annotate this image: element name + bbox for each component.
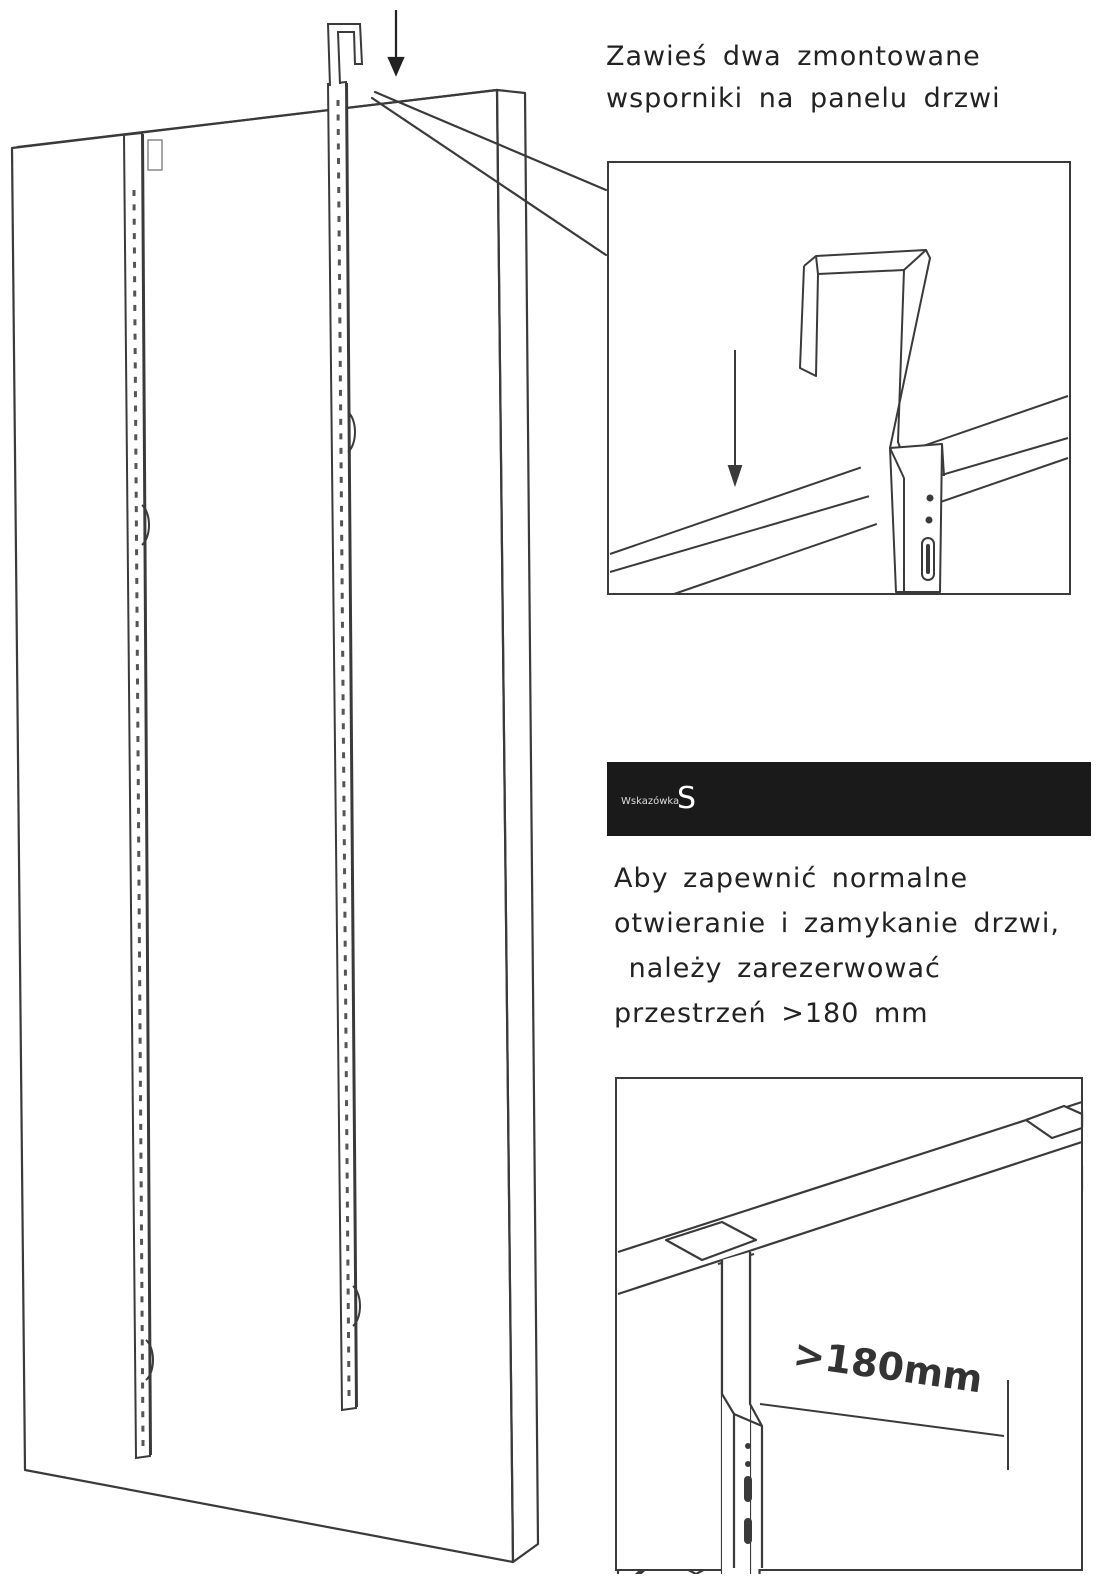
bracket-slot bbox=[136, 664, 139, 670]
bracket-slot bbox=[347, 1318, 350, 1324]
bracket-slot bbox=[341, 636, 344, 642]
bracket-slot bbox=[133, 219, 136, 225]
bracket-slot bbox=[133, 305, 136, 311]
bracket-slot bbox=[133, 204, 136, 210]
bracket-slot bbox=[337, 187, 340, 193]
bracket-slot bbox=[136, 621, 139, 627]
bracket-slot bbox=[139, 1124, 142, 1130]
bracket-slot bbox=[344, 970, 347, 976]
bracket-slot bbox=[337, 201, 340, 207]
bracket-slot bbox=[134, 334, 137, 340]
bracket-slot bbox=[139, 1138, 142, 1144]
bracket-slot bbox=[138, 923, 141, 929]
clearance-caption-line-3: należy zarezerwować bbox=[614, 953, 941, 984]
bracket-slot bbox=[343, 839, 346, 845]
door-edge bbox=[497, 90, 538, 1562]
bracket-slot bbox=[342, 752, 345, 758]
bracket-slot bbox=[136, 679, 139, 685]
bracket-slot bbox=[141, 1325, 144, 1331]
top-hook bbox=[328, 24, 362, 86]
bracket-slot bbox=[137, 779, 140, 785]
left-bracket bbox=[124, 133, 162, 1458]
bracket-slot bbox=[136, 707, 139, 713]
bracket-slot bbox=[141, 1368, 144, 1374]
bracket-slot bbox=[140, 1239, 143, 1245]
bracket-slot bbox=[134, 434, 137, 440]
bracket-slot bbox=[339, 346, 342, 352]
bracket-slot bbox=[344, 1013, 347, 1019]
bracket-slot bbox=[138, 966, 141, 972]
bracket-slot bbox=[345, 1144, 348, 1150]
bracket-slot bbox=[345, 1129, 348, 1135]
bracket-slot bbox=[135, 506, 138, 512]
bracket-slot bbox=[341, 593, 344, 599]
bracket-slot bbox=[338, 303, 341, 309]
bracket-slot bbox=[133, 262, 136, 268]
bracket-slot bbox=[135, 520, 138, 526]
clearance-caption bbox=[614, 856, 1060, 1036]
bracket-slot bbox=[338, 332, 341, 338]
bracket-slot bbox=[134, 406, 137, 412]
bracket-slot bbox=[140, 1181, 143, 1187]
bracket-slot bbox=[135, 535, 138, 541]
bracket-slot bbox=[139, 1110, 142, 1116]
bracket-slot bbox=[134, 362, 137, 368]
bracket-slot bbox=[345, 1100, 348, 1106]
bracket-slot bbox=[337, 216, 340, 222]
clearance-detail-overlay bbox=[612, 1074, 1088, 1574]
bracket-slot bbox=[345, 1071, 348, 1077]
bracket-slot bbox=[343, 883, 346, 889]
bracket-slot bbox=[338, 274, 341, 280]
bracket-slot bbox=[346, 1260, 349, 1266]
tip-letter: S bbox=[677, 781, 697, 816]
bracket-slot bbox=[137, 808, 140, 814]
bracket-slot bbox=[348, 1390, 351, 1396]
bracket-slot bbox=[341, 680, 344, 686]
bracket-slot bbox=[337, 129, 340, 135]
bracket-slot bbox=[139, 1081, 142, 1087]
bracket-slot bbox=[337, 158, 340, 164]
bracket-slot bbox=[347, 1376, 350, 1382]
bracket-slot bbox=[138, 980, 141, 986]
bracket-slot bbox=[136, 650, 139, 656]
clearance-caption-line-4: przestrzeń >180 mm bbox=[614, 998, 929, 1029]
bracket-slot bbox=[341, 665, 344, 671]
bracket-slot bbox=[340, 549, 343, 555]
bracket-slot bbox=[140, 1268, 143, 1274]
bracket-slot bbox=[139, 1095, 142, 1101]
bracket-slot bbox=[342, 709, 345, 715]
bracket-slot bbox=[340, 564, 343, 570]
bracket-slot bbox=[139, 1052, 142, 1058]
bracket-slot bbox=[133, 190, 136, 196]
bracket-slot bbox=[346, 1216, 349, 1222]
bracket-slot bbox=[347, 1361, 350, 1367]
bracket-slot bbox=[342, 767, 345, 773]
bracket-slot bbox=[346, 1245, 349, 1251]
bracket-slot bbox=[142, 1440, 145, 1446]
bracket-slot bbox=[339, 433, 342, 439]
bracket-slot bbox=[138, 937, 141, 943]
bracket-slot bbox=[141, 1383, 144, 1389]
bracket-slot bbox=[343, 868, 346, 874]
bracket-slot bbox=[136, 607, 139, 613]
bracket-slot bbox=[343, 854, 346, 860]
hang-brackets-caption bbox=[606, 36, 1001, 120]
bracket-slot bbox=[339, 375, 342, 381]
bracket-slot bbox=[343, 897, 346, 903]
bracket-slot bbox=[338, 245, 341, 251]
bracket-slot bbox=[345, 1042, 348, 1048]
bracket-slot bbox=[134, 420, 137, 426]
bracket-slot bbox=[134, 348, 137, 354]
bracket-slot bbox=[339, 419, 342, 425]
bracket-slot bbox=[140, 1224, 143, 1230]
bracket-slot bbox=[342, 796, 345, 802]
tip-label: Wskazówka bbox=[621, 796, 680, 807]
bracket-slot bbox=[137, 822, 140, 828]
bracket-slot bbox=[339, 404, 342, 410]
bracket-slot bbox=[135, 477, 138, 483]
bracket-slot bbox=[343, 825, 346, 831]
bracket-slot bbox=[133, 276, 136, 282]
bracket-slot bbox=[141, 1339, 144, 1345]
bracket-slot bbox=[346, 1202, 349, 1208]
bracket-slot bbox=[347, 1274, 350, 1280]
bracket-slot bbox=[136, 635, 139, 641]
bracket-slot bbox=[133, 319, 136, 325]
bracket-slot bbox=[337, 143, 340, 149]
bracket-slot bbox=[340, 477, 343, 483]
bracket-slot bbox=[133, 291, 136, 297]
bracket-slot bbox=[133, 247, 136, 253]
zoom-leader-lower bbox=[372, 98, 606, 255]
bracket-slot bbox=[339, 390, 342, 396]
bracket-slot bbox=[346, 1158, 349, 1164]
bracket-slot bbox=[137, 793, 140, 799]
bracket-slot bbox=[137, 837, 140, 843]
down-arrow-icon bbox=[389, 10, 403, 74]
bracket-slot bbox=[140, 1167, 143, 1173]
bracket-slot bbox=[347, 1347, 350, 1353]
bracket-slot bbox=[344, 1028, 347, 1034]
bracket-slot bbox=[347, 1332, 350, 1338]
bracket-slot bbox=[340, 491, 343, 497]
bracket-slot bbox=[340, 520, 343, 526]
dimension-label: >180mm bbox=[790, 1331, 986, 1402]
bracket-slot bbox=[135, 549, 138, 555]
bracket-slot bbox=[340, 506, 343, 512]
bracket-slot bbox=[135, 592, 138, 598]
bracket-slot bbox=[337, 114, 340, 120]
bracket-slot bbox=[344, 999, 347, 1005]
bracket-slot bbox=[134, 463, 137, 469]
bracket-slot bbox=[341, 622, 344, 628]
bracket-slot bbox=[137, 880, 140, 886]
bracket-slot bbox=[135, 564, 138, 570]
clearance-caption-line-2: otwieranie i zamykanie drzwi, bbox=[614, 908, 1060, 939]
bracket-slot bbox=[345, 1057, 348, 1063]
bracket-slot bbox=[141, 1397, 144, 1403]
bracket-slot bbox=[134, 449, 137, 455]
bracket-slot bbox=[140, 1253, 143, 1259]
bracket-slot bbox=[139, 1066, 142, 1072]
bracket-slot bbox=[137, 750, 140, 756]
bracket-slot bbox=[136, 693, 139, 699]
bracket-slot bbox=[338, 288, 341, 294]
bracket-slot bbox=[345, 1086, 348, 1092]
bracket-slot bbox=[134, 377, 137, 383]
bracket-slot bbox=[344, 941, 347, 947]
bracket-slot bbox=[344, 984, 347, 990]
bracket-slot bbox=[138, 1009, 141, 1015]
bracket-slot bbox=[133, 233, 136, 239]
bracket-slot bbox=[136, 722, 139, 728]
bracket-slot bbox=[337, 172, 340, 178]
bracket-slot bbox=[140, 1296, 143, 1302]
bracket-slot bbox=[135, 492, 138, 498]
bracket-slot bbox=[134, 391, 137, 397]
tip-banner bbox=[607, 762, 1091, 836]
bracket-slot bbox=[138, 908, 141, 914]
bracket-slot bbox=[342, 694, 345, 700]
bracket-slot bbox=[138, 951, 141, 957]
right-bracket bbox=[328, 24, 362, 1410]
bracket-slot bbox=[139, 1038, 142, 1044]
bracket-slot bbox=[338, 259, 341, 265]
bracket-slot bbox=[139, 1153, 142, 1159]
bracket-slot bbox=[346, 1173, 349, 1179]
bracket-slot bbox=[140, 1282, 143, 1288]
bracket-slot bbox=[141, 1411, 144, 1417]
bracket-slot bbox=[141, 1311, 144, 1317]
bracket-slot bbox=[138, 995, 141, 1001]
bracket-slot bbox=[141, 1354, 144, 1360]
bracket-slot bbox=[338, 317, 341, 323]
bracket-slot bbox=[342, 781, 345, 787]
zoom-leader-upper bbox=[375, 92, 606, 190]
bracket-slot bbox=[341, 651, 344, 657]
bracket-slot bbox=[137, 851, 140, 857]
bracket-slot bbox=[138, 894, 141, 900]
bracket-slot bbox=[341, 578, 344, 584]
bracket-slot bbox=[337, 100, 340, 106]
bracket-slot bbox=[137, 765, 140, 771]
bracket-slot bbox=[137, 865, 140, 871]
bracket-slot bbox=[346, 1187, 349, 1193]
bracket-slot bbox=[135, 578, 138, 584]
hang-caption-line-2: wsporniki na panelu drzwi bbox=[606, 83, 1001, 114]
bracket-slot bbox=[140, 1196, 143, 1202]
bracket-slot bbox=[339, 448, 342, 454]
bracket-slot bbox=[340, 535, 343, 541]
door-panel bbox=[12, 90, 513, 1562]
bracket-slot bbox=[347, 1303, 350, 1309]
bracket-slot bbox=[344, 955, 347, 961]
bracket-slot bbox=[343, 912, 346, 918]
bracket-slot bbox=[341, 607, 344, 613]
bracket-slot bbox=[140, 1210, 143, 1216]
bracket-slot bbox=[342, 738, 345, 744]
hang-caption-line-1: Zawieś dwa zmontowane bbox=[606, 41, 981, 72]
bracket-slot bbox=[343, 810, 346, 816]
bracket-slot bbox=[340, 462, 343, 468]
bracket-slot bbox=[342, 723, 345, 729]
bracket-slot bbox=[345, 1115, 348, 1121]
clearance-caption-line-1: Aby zapewnić normalne bbox=[614, 863, 969, 894]
bracket-slot bbox=[338, 230, 341, 236]
hook-detail-panel bbox=[604, 158, 1074, 598]
bracket-slot bbox=[141, 1426, 144, 1432]
bracket-slot bbox=[346, 1231, 349, 1237]
bracket-slot bbox=[139, 1023, 142, 1029]
bracket-slot bbox=[344, 926, 347, 932]
bracket-slot bbox=[339, 361, 342, 367]
bracket-slot bbox=[347, 1289, 350, 1295]
bracket-slot bbox=[136, 736, 139, 742]
